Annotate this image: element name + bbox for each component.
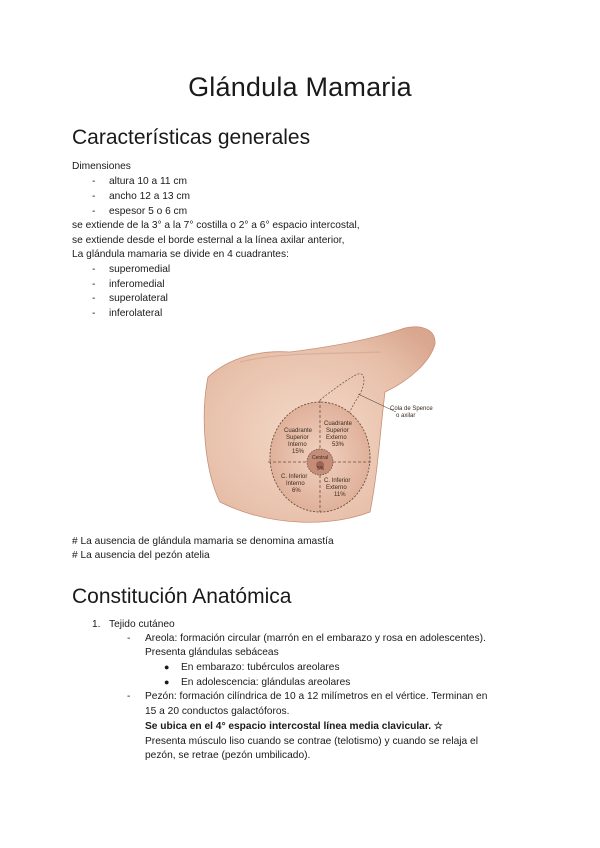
sup-ext-label: Externo: [326, 435, 347, 441]
note-line: # La ausencia de glándula mamaria se denomina amastía: [72, 536, 334, 547]
inf-int-label: Interno: [286, 481, 305, 487]
dash-marker: -: [92, 264, 96, 275]
bullet-item: En adolescencia: glándulas areolares: [181, 677, 351, 688]
list-item: ancho 12 a 13 cm: [109, 191, 190, 202]
note-line: # La ausencia del pezón atelia: [72, 550, 210, 561]
list-item: superomedial: [109, 264, 171, 275]
inf-ext-value: 11%: [334, 492, 346, 498]
section-heading-caracteristicas: Características generales: [72, 126, 311, 149]
paragraph-line: se extiende desde el borde esternal a la línea axilar anterior,: [72, 235, 345, 246]
list-item: altura 10 a 11 cm: [109, 176, 187, 187]
list-item: inferomedial: [109, 279, 165, 290]
ordered-list-number: 1.: [92, 619, 101, 630]
dash-marker: -: [92, 206, 96, 217]
dash-marker: -: [92, 293, 96, 304]
dash-marker: -: [127, 691, 131, 702]
page-title: Glándula Mamaria: [188, 72, 412, 102]
dash-marker: -: [92, 279, 96, 290]
ordered-list-item: Tejido cutáneo: [109, 619, 175, 630]
pezon-text: 15 a 20 conductos galactóforos.: [145, 706, 290, 717]
sup-int-label: Interno: [288, 442, 307, 448]
inf-int-value: 6%: [292, 488, 301, 494]
sup-int-label: Superior: [286, 435, 309, 441]
paragraph-line: se extiende de la 3° a la 7° costilla o 2° a 6° espacio intercostal,: [72, 220, 360, 231]
central-label: Central: [312, 455, 329, 461]
section-heading-constitucion: Constitución Anatómica: [72, 585, 292, 608]
sup-int-value: 15%: [292, 449, 305, 455]
breast-quadrants-illustration: [200, 322, 440, 527]
dash-marker: -: [92, 308, 96, 319]
axillary-label-1: Cola de Spence: [390, 406, 433, 412]
list-item: inferolateral: [109, 308, 163, 319]
bullet-item: En embarazo: tubérculos areolares: [181, 662, 340, 673]
bullet-marker: ●: [164, 677, 170, 687]
dimensions-label: Dimensiones: [72, 161, 131, 172]
bullet-marker: ●: [164, 662, 170, 672]
axillary-label-2: o axilar: [396, 413, 416, 419]
pezon-text: pezón, se retrae (pezón umbilicado).: [145, 750, 311, 761]
pezon-bold-text: Se ubica en el 4° espacio intercostal línea media clavicular. ☆: [145, 721, 444, 732]
pezon-text: Pezón: formación cilíndrica de 10 a 12 milímetros en el vértice. Terminan en: [145, 691, 488, 702]
inf-ext-label: C. Inferior: [324, 478, 351, 484]
sup-ext-label: Cuadrante: [324, 421, 353, 427]
list-item: espesor 5 o 6 cm: [109, 206, 188, 217]
sup-ext-label: Superior: [326, 428, 349, 434]
pezon-text: Presenta músculo liso cuando se contrae (telotismo) y cuando se relaja el: [145, 736, 478, 747]
sup-int-label: Cuadrante: [284, 428, 313, 434]
dash-marker: -: [92, 191, 96, 202]
dash-marker: -: [92, 176, 96, 187]
central-value: 5%: [317, 466, 325, 472]
list-item: superolateral: [109, 293, 168, 304]
paragraph-line: La glándula mamaria se divide en 4 cuadrantes:: [72, 249, 289, 260]
areola-text: Presenta glándulas sebáceas: [145, 647, 279, 658]
sup-ext-value: 53%: [332, 442, 345, 448]
inf-ext-label: Externo: [326, 485, 347, 491]
dash-marker: -: [127, 633, 131, 644]
areola-text: Areola: formación circular (marrón en el embarazo y rosa en adolescentes).: [145, 633, 486, 644]
inf-int-label: C. Inferior: [281, 474, 308, 480]
